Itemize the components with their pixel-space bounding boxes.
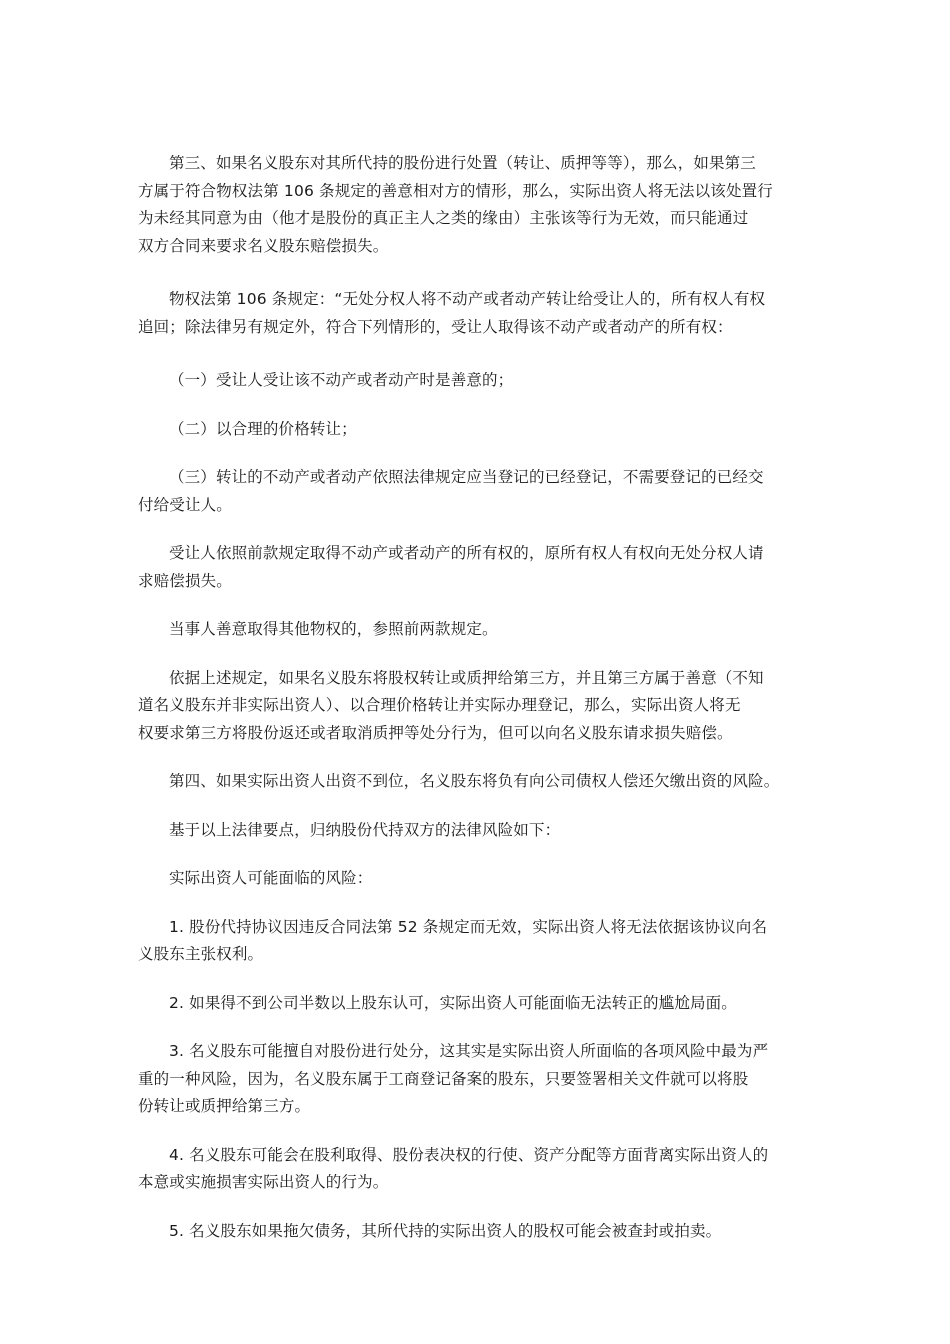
paragraph-conclusion: 依据上述规定，如果名义股东将股权转让或质押给第三方，并且第三方属于善意（不知 道名义股东并非实际出资人）、以合理价格转让并实际办理登记，那么，实际出资人将无 权要求第三方将股份返还或者取消质押等处分行为，但可以向名义股东请求损失赔偿。 (138, 668, 764, 742)
paragraph-third-point: 第三、如果名义股东对其所代持的股份进行处置（转让、质押等等），那么，如果第三 方属于符合物权法第 106 条规定的善意相对方的情形，那么，实际出资人将无法以该处置行 为未经其同意为由（他才是股份的真正主人之类的缘由）主张该等行为无效，而只能通过 双方合同来要求名义股东赔偿损失。 (138, 154, 773, 255)
paragraph-article-106: 物权法第 106 条规定：“无处分权人将不动产或者动产转让给受让人的，所有权人有权 追回；除法律另有规定外，符合下列情形的，受让人取得该不动产或者动产的所有权： (138, 290, 766, 336)
document-body (138, 150, 844, 1266)
risk-item-3: 3. 名义股东可能擅自对股份进行处分，这其实是实际出资人所面临的各项风险中最为严 重的一种风险，因为，名义股东属于工商登记备案的股东，只要签署相关文件就可以将股 份转让或质押给第三方。 (138, 1042, 769, 1115)
paragraph-other-rights: 当事人善意取得其他物权的，参照前两款规定。 (169, 620, 498, 638)
paragraph-condition-3: （三）转让的不动产或者动产依照法律规定应当登记的已经登记，不需要登记的已经交 付给受让人。 (138, 468, 764, 514)
paragraph-fourth-point: 第四、如果实际出资人出资不到位，名义股东将负有向公司债权人偿还欠缴出资的风险。 (169, 772, 780, 790)
risk-item-5: 5. 名义股东如果拖欠债务，其所代持的实际出资人的股权可能会被查封或拍卖。 (169, 1221, 722, 1240)
paragraph-condition-2: （二）以合理的价格转让； (169, 419, 357, 438)
risk-item-1: 1. 股份代持协议因违反合同法第 52 条规定而无效，实际出资人将无法依据该协议向名 义股东主张权利。 (138, 917, 768, 963)
paragraph-summary-intro: 基于以上法律要点，归纳股份代持双方的法律风险如下： (169, 820, 561, 839)
risk-item-4: 4. 名义股东可能会在股利取得、股份表决权的行使、资产分配等方面背离实际出资人的 本意或实施损害实际出资人的行为。 (138, 1145, 769, 1191)
paragraph-compensation: 受让人依照前款规定取得不动产或者动产的所有权的，原所有权人有权向无处分权人请 求赔偿损失。 (138, 544, 764, 590)
paragraph-risks-heading: 实际出资人可能面临的风险： (169, 869, 373, 887)
paragraph-condition-1: （一）受让人受让该不动产或者动产时是善意的； (169, 371, 514, 389)
risk-item-2: 2. 如果得不到公司半数以上股东认可，实际出资人可能面临无法转正的尴尬局面。 (169, 993, 737, 1012)
